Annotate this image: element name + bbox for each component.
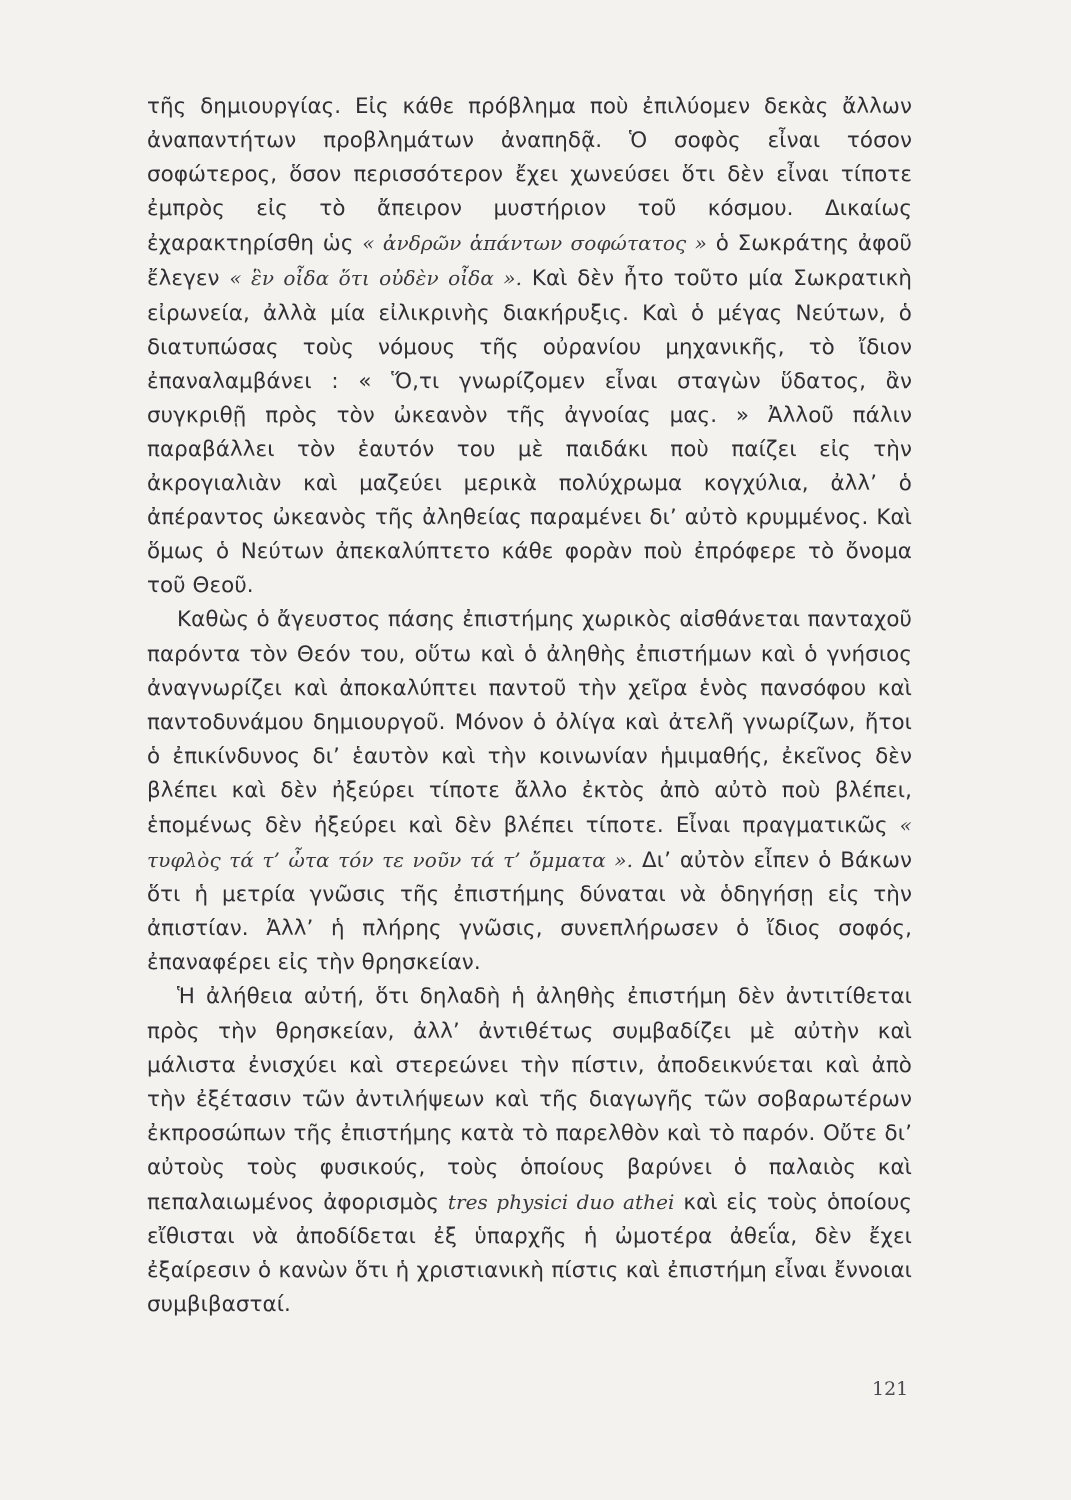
page-number: 121	[872, 1378, 909, 1400]
paragraph-3	[147, 980, 912, 1322]
paragraph-1-quote-2: « ἓν οἶδα ὅτι οὐδὲν οἶδα ».	[229, 266, 523, 291]
paragraph-1-text-2: ὁ Σωκράτης ἀφοῦ ἔλεγεν	[147, 231, 912, 292]
paragraph-1-quote-1: « ἀνδρῶν ἁπάντων σοφώτατος »	[362, 231, 707, 256]
paragraph-3-latin-phrase: tres physici duo athei	[447, 1190, 675, 1214]
paragraph-2	[147, 603, 912, 980]
paragraph-1-text-1: τῆς δημιουργίας. Εἰς κάθε πρόβλημα ποὺ ἐπιλύομεν δεκὰς ἄλλων ἀναπαντήτων προβλημάτων ἀναπηδᾷ. Ὁ σοφὸς εἶναι τόσον σοφώτερος, ὅσον περισσότερον ἔχει χωνεύσει ὅτι δὲν εἶναι τίποτε ἐμπρὸς εἰς τὸ ἄπειρον μυστήριον τοῦ κόσμου. Δικαίως ἐχαρακτηρίσθη ὡς	[147, 94, 912, 257]
paragraph-2-text-2: Δι’ αὐτὸν εἶπεν ὁ Βάκων ὅτι ἡ μετρία γνῶσις τῆς ἐπιστήμης δύναται νὰ ὁδηγήσῃ εἰς τὴν ἀπιστίαν. Ἀλλ’ ἡ πλήρης γνῶσις, συνεπλήρωσεν ὁ ἴδιος σοφός, ἐπαναφέρει εἰς τὴν θρησκείαν.	[147, 848, 913, 976]
body-text	[147, 90, 912, 1322]
paragraph-2-quote-1: « τυφλὸς τά τ’ ὦτα τόν τε νοῦν τά τ’ ὄμματα ».	[147, 812, 912, 873]
paragraph-1	[147, 90, 912, 603]
paragraph-3-text-1: Ἡ ἀλήθεια αὐτή, ὅτι δηλαδὴ ἡ ἀληθὴς ἐπιστήμη δὲν ἀντιτίθεται πρὸς τὴν θρησκείαν, ἀλλ’ ἀντιθέτως συμβαδίζει μὲ αὐτὴν καὶ μάλιστα ἐνισχύει καὶ στερεώνει τὴν πίστιν, ἀποδεικνύεται καὶ ἀπὸ τὴν ἐξέτασιν τῶν ἀντιλήψεων καὶ τῆς διαγωγῆς τῶν σοβαρωτέρων ἐκπροσώπων τῆς ἐπιστήμης κατὰ τὸ παρελθὸν καὶ τὸ παρόν. Οὔτε δι’ αὐτοὺς τοὺς φυσικούς, τοὺς ὁποίους βαρύνει ὁ παλαιὸς καὶ πεπαλαιωμένος ἀφορισμὸς	[147, 984, 912, 1215]
paragraph-2-text-1: Καθὼς ὁ ἄγευστος πάσης ἐπιστήμης χωρικὸς αἰσθάνεται πανταχοῦ παρόντα τὸν Θεόν του, οὕτω καὶ ὁ ἀληθὴς ἐπιστήμων καὶ ὁ γνήσιος ἀναγνωρίζει καὶ ἀποκαλύπτει παντοῦ τὴν χεῖρα ἑνὸς πανσόφου καὶ παντοδυνάμου δημιουργοῦ. Μόνον ὁ ὀλίγα καὶ ἀτελῆ γνωρίζων, ἤτοι ὁ ἐπικίνδυνος δι’ ἑαυτὸν καὶ τὴν κοινωνίαν ἡμιμαθής, ἐκεῖνος δὲν βλέπει καὶ δὲν ἠξεύρει τίποτε ἄλλο ἐκτὸς ἀπὸ αὐτὸ ποὺ βλέπει, ἑπομένως δὲν ἠξεύρει καὶ δὲν βλέπει τίποτε. Εἶναι πραγματικῶς	[147, 607, 912, 838]
paragraph-1-text-3: Καὶ δὲν ἦτο τοῦτο μία Σωκρατικὴ εἰρωνεία, ἀλλὰ μία εἰλικρινὴς διακήρυξις. Καὶ ὁ μέγας Νεύτων, ὁ διατυπώσας τοὺς νόμους τῆς οὐρανίου μηχανικῆς, τὸ ἴδιον ἐπαναλαμβάνει : « Ὅ,τι γνωρίζομεν εἶναι σταγὼν ὕδατος, ἂν συγκριθῇ πρὸς τὸν ὠκεανὸν τῆς ἀγνοίας μας. » Ἀλλοῦ πάλιν παραβάλλει τὸν ἑαυτόν του μὲ παιδάκι ποὺ παίζει εἰς τὴν ἀκρογιαλιὰν καὶ μαζεύει μερικὰ πολύχρωμα κογχύλια, ἀλλ’ ὁ ἀπέραντος ὠκεανὸς τῆς ἀληθείας παραμένει δι’ αὐτὸ κρυμμένος. Καὶ ὅμως ὁ Νεύτων ἀπεκαλύπτετο κάθε φορὰν ποὺ ἐπρόφερε τὸ ὄνομα τοῦ Θεοῦ.	[147, 266, 912, 599]
paragraph-3-text-2: καὶ εἰς τοὺς ὁποίους εἴθισται νὰ ἀποδίδεται ἐξ ὑπαρχῆς ἡ ὠμοτέρα ἀθεΐα, δὲν ἔχει ἐξαίρεσιν ὁ κανὼν ὅτι ἡ χριστιανικὴ πίστις καὶ ἐπιστήμη εἶναι ἔννοιαι συμβιβασταί.	[147, 1190, 912, 1318]
